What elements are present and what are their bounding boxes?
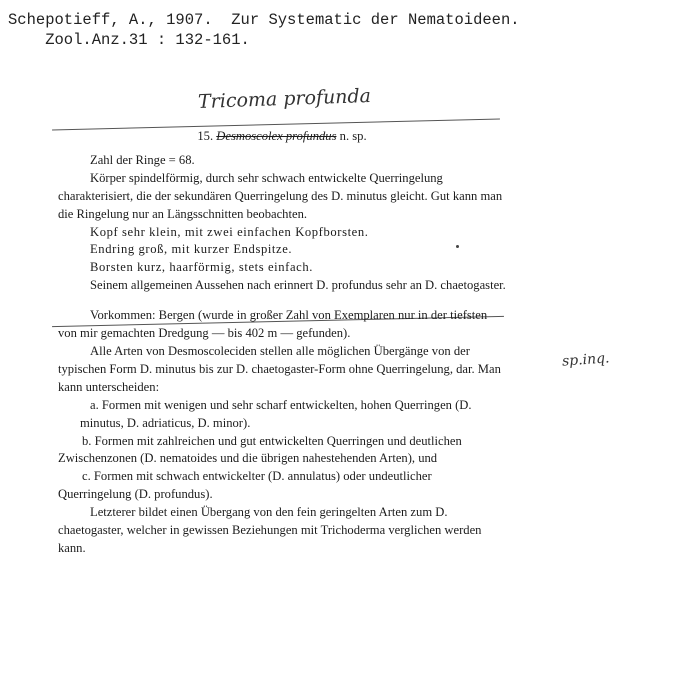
citation	[8, 10, 520, 50]
list-item: c. Formen mit schwach entwickelter (D. annulatus) oder undeutlicher Querringelung (D. profundus).	[58, 469, 432, 502]
list-item: a. Formen mit wenigen und sehr scharf entwickelten, hohen Querringen (D. minutus, D. adriaticus, D. minor).	[80, 397, 472, 430]
citation-line-2: Zool.Anz.31 : 132-161.	[8, 31, 250, 49]
handwritten-title: Tricoma profunda	[197, 84, 372, 114]
text-line: Vorkommen: Bergen (wurde in großer Zahl von Exemplaren nur in der tiefsten von mir gemachten Dredgung — bis 402 m — gefunden).	[58, 308, 488, 341]
text-line: Körper spindelförmig, durch sehr schwach entwickelte Querringelung charakterisiert, die der sekundären Querringelung des D. minutus gleicht. Gut kann man die Ringelung nur an Längsschnitten beobachten.	[58, 170, 503, 221]
text-line: Alle Arten von Desmoscoleciden stellen alle möglichen Übergänge von der typischen Form D. minutus bis zur D. chaetogaster-Form ohne Querringelung, dar. Man kann unterscheiden:	[58, 343, 501, 394]
citation-line-1: Schepotieff, A., 1907. Zur Systematic der Nematoideen.	[8, 11, 520, 29]
text-line: Kopf sehr klein, mit zwei einfachen Kopfborsten.	[90, 224, 369, 239]
text-line: Zahl der Ringe = 68.	[90, 152, 195, 167]
struck-species-name: Desmoscolex profundus	[216, 129, 337, 143]
species-heading	[58, 128, 506, 146]
list-item: b. Formen mit zahlreichen und gut entwickelten Querringen und deutlichen Zwischenzonen (D. nematoides und die übrigen nahestehenden Arten), und	[58, 433, 462, 466]
text-line: Seinem allgemeinen Aussehen nach erinnert D. profundus sehr an D. chaetogaster.	[90, 278, 506, 293]
text-line: Endring groß, mit kurzer Endspitze.	[90, 242, 293, 257]
handwritten-margin-note: sp.inq.	[561, 350, 611, 370]
text-line: Letzterer bildet einen Übergang von den fein geringelten Arten zum D. chaetogaster, welcher in gewissen Beziehungen mit Trichoderma verglichen werden kann.	[58, 505, 482, 555]
species-number: 15.	[197, 129, 214, 143]
species-suffix: n. sp.	[339, 129, 367, 143]
article-clipping	[58, 128, 506, 558]
text-line: Borsten kurz, haarförmig, stets einfach.	[90, 260, 313, 275]
